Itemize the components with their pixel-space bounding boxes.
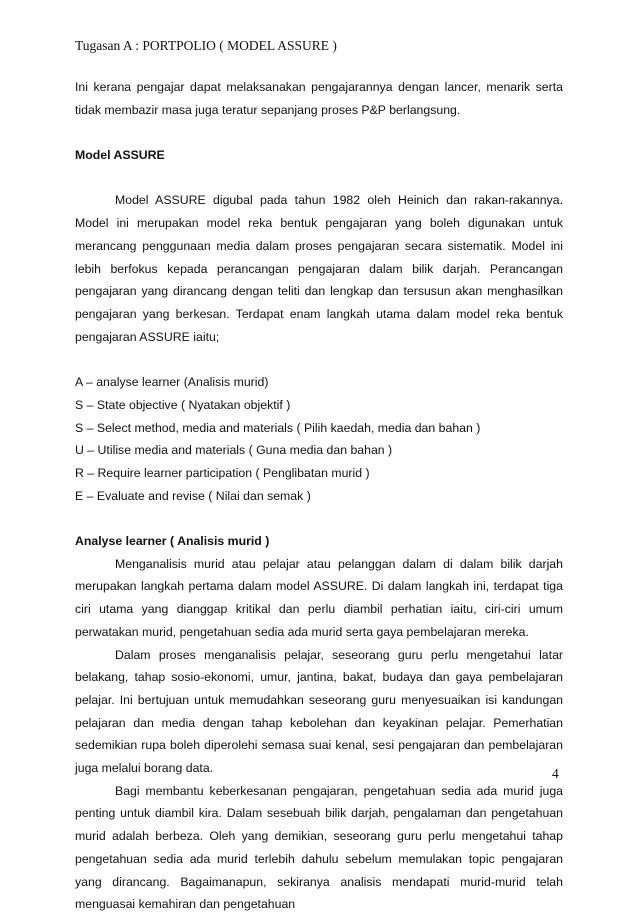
list-item: R – Require learner participation ( Penglibatan murid ): [75, 465, 370, 480]
page-content: [75, 76, 563, 916]
model-assure-paragraph: Model ASSURE digubal pada tahun 1982 oleh Heinich dan rakan-rakannya. Model ini merupakan model reka bentuk pengajaran yang boleh digunakan untuk merancang penggunaan media dalam proses pengajaran secara sistematik. Model ini lebih berfokus kepada perancangan pengajaran dalam bilik darjah. Perancangan pengajaran yang dirancang dengan teliti dan lengkap dan tersusun akan menghasilkan pengajaran yang berkesan. Terdapat enam langkah utama dalam model reka bentuk pengajaran ASSURE iaitu;: [75, 193, 563, 344]
assure-steps-list: [75, 371, 563, 507]
list-item: S – Select method, media and materials ( Pilih kaedah, media dan bahan ): [75, 420, 481, 435]
analyse-paragraph-2: Dalam proses menganalisis pelajar, seseorang guru perlu mengetahui latar belakang, tahap sosio-ekonomi, umur, jantina, bakat, budaya dan gaya pembelajaran pelajar. Ini bertujuan untuk memudahkan seseorang guru menyesuaikan isi kandungan pelajaran dan media dengan tahap kebolehan dan keyakinan pelajar. Pemerhatian sedemikian rupa boleh diperolehi semasa suai kenal, sesi pengajaran dan pembelajaran juga melalui borang data.: [75, 647, 563, 776]
list-item: E – Evaluate and revise ( Nilai dan semak ): [75, 488, 311, 503]
analyse-paragraph-1: Menganalisis murid atau pelajar atau pelanggan dalam di dalam bilik darjah merupakan langkah pertama dalam model ASSURE. Di dalam langkah ini, terdapat tiga ciri utama yang dianggap kritikal dan perlu diambil perhatian iaitu, ciri-ciri umum perwatakan murid, pengetahuan sedia ada murid serta gaya pembelajaran mereka.: [75, 556, 563, 639]
model-assure-heading: Model ASSURE: [75, 148, 165, 163]
page-header: Tugasan A : PORTPOLIO ( MODEL ASSURE ): [75, 38, 337, 53]
intro-paragraph: Ini kerana pengajar dapat melaksanakan pengajarannya dengan lancer, menarik serta tidak membazir masa juga teratur sepanjang proses P&P berlangsung.: [75, 80, 563, 117]
list-item: U – Utilise media and materials ( Guna media dan bahan ): [75, 443, 393, 458]
list-item: S – State objective ( Nyatakan objektif ): [75, 397, 291, 412]
list-item: A – analyse learner (Analisis murid): [75, 375, 269, 390]
analyse-learner-heading: Analyse learner ( Analisis murid ): [75, 534, 270, 548]
analyse-paragraph-3: Bagi membantu keberkesanan pengajaran, pengetahuan sedia ada murid juga penting untuk diambil kira. Dalam sesebuah bilik darjah, pengalaman dan pengetahuan murid adalah berbeza. Oleh yang demikian, seseorang guru perlu mengetahui tahap pengetahuan sedia ada murid terlebih dahulu sebelum memulakan topic pengajaran yang dirancang. Bagaimanapun, sekiranya analisis mendapati murid-murid telah menguasai kemahiran dan pengetahuan: [75, 783, 563, 912]
page-number: 4: [552, 766, 559, 781]
